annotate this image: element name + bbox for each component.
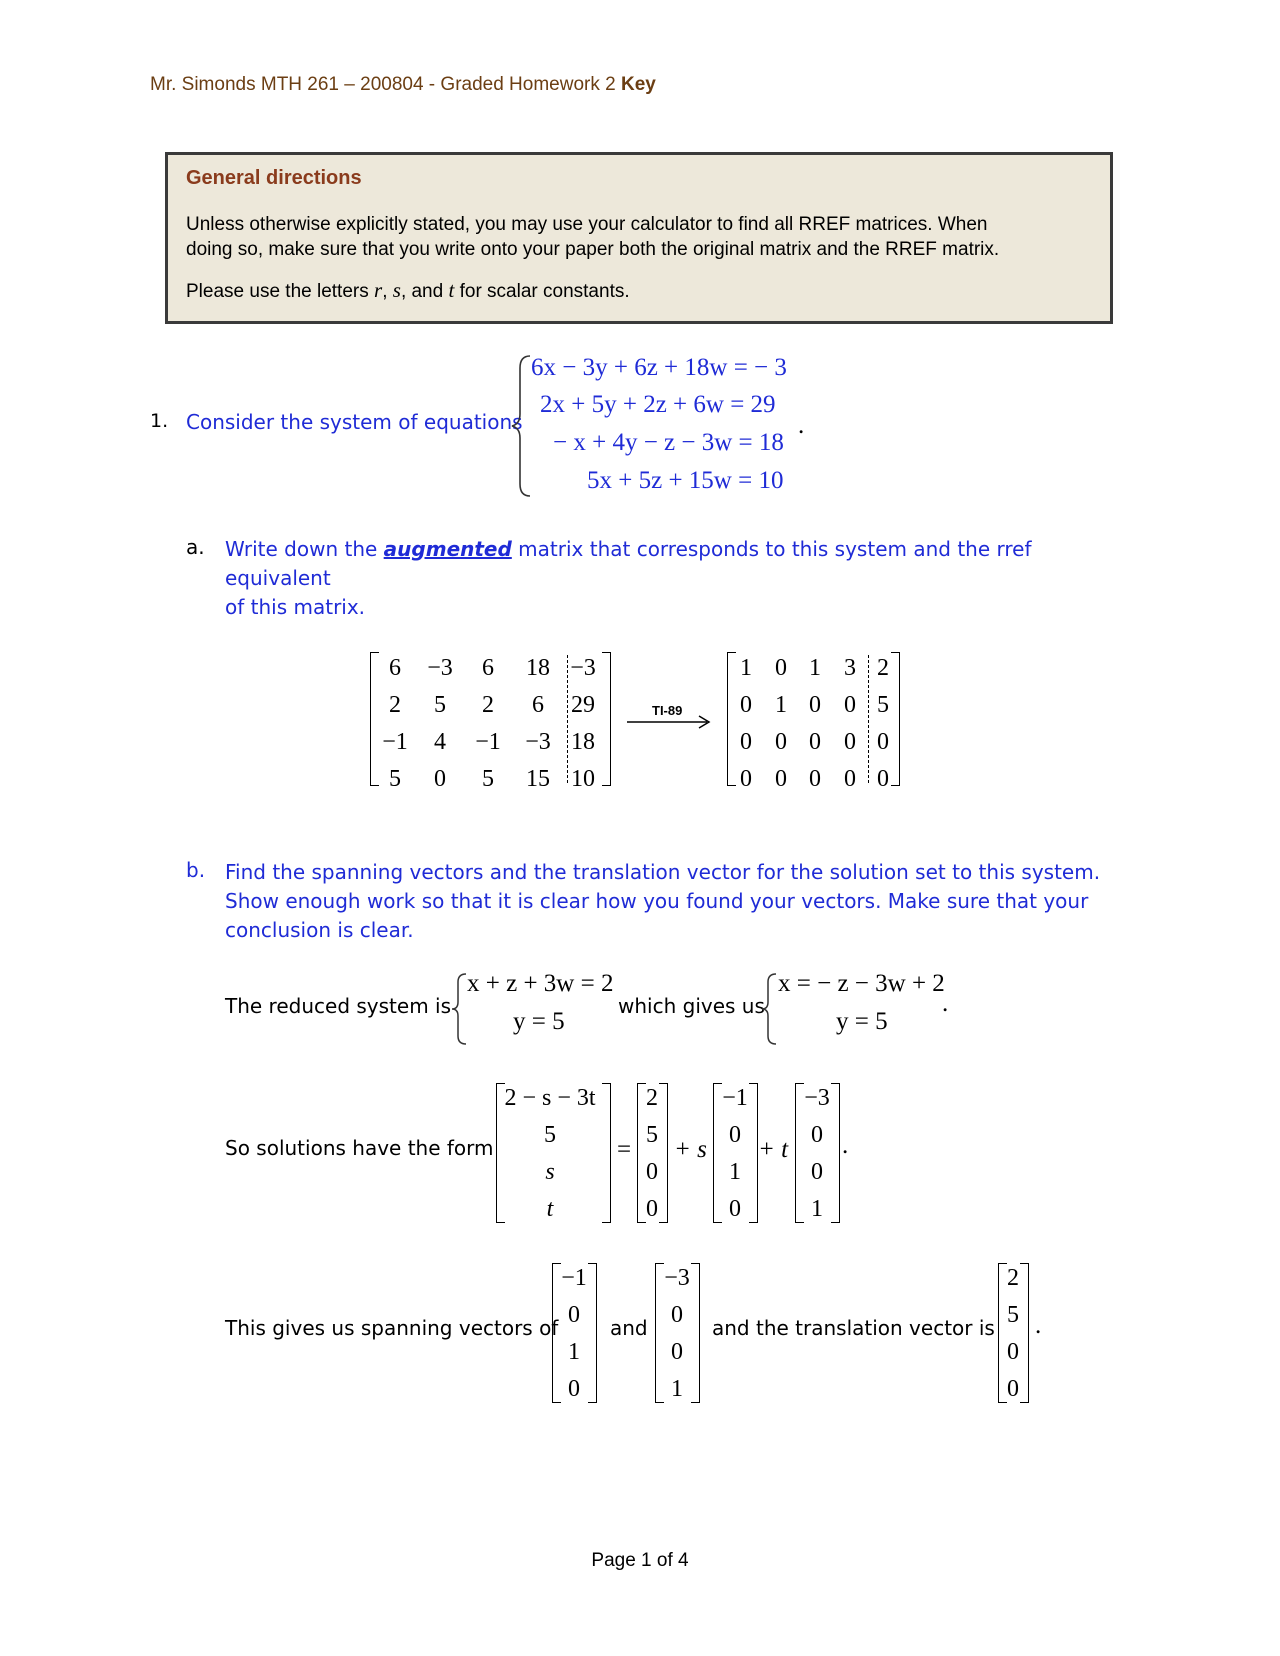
directions-line-1: Unless otherwise explicitly stated, you may use your calculator to find all RREF matrices. When [186,214,988,235]
augmented-matrix-cell: −3 [570,655,596,681]
general-solution-cell: t [546,1196,554,1222]
rref-matrix-cell: 0 [740,692,752,718]
v1-right-bracket [749,1083,758,1223]
translation-form-cell: 0 [646,1159,658,1185]
spanning-2-form-cell: 1 [811,1196,823,1222]
spanning-vector-1-cell: 0 [568,1302,580,1328]
spanning-vector-2-cell: 0 [671,1302,683,1328]
spanning-2-form-cell: 0 [811,1159,823,1185]
directions-scalars-end: for scalar constants. [459,281,630,302]
directions-line-2: doing so, make sure that you write onto your paper both the original matrix and the RREF matrix. [186,239,1000,260]
equation-2: 2x + 5y + 2z + 6w = 29 [540,391,776,418]
augmented-matrix-cell: 4 [434,729,446,755]
spanning-vector-1-cell: 1 [568,1339,580,1365]
part-b-prompt [225,858,1125,945]
general-directions-box [165,152,1113,324]
part-b-letter: b. [186,858,206,882]
problem-prompt: Consider the system of equations [186,410,523,434]
directions-paragraph [186,212,1092,262]
augmented-matrix-cell: 5 [482,766,494,792]
translation-form-cell: 0 [646,1196,658,1222]
part-a-letter: a. [186,535,205,559]
general-solution-cell: 5 [544,1122,556,1148]
aug-matrix-right-bracket [602,652,611,786]
rref-matrix-cell: 2 [877,655,889,681]
header-title: Mr. Simonds MTH 261 – 200804 - Graded Homework 2 [150,74,616,95]
part-b-line-2: Show enough work so that it is clear how you found your vectors. Make sure that your [225,889,1089,913]
spanning-vector-2-form [799,1080,835,1228]
translation-vector-cell: 0 [1007,1339,1019,1365]
directions-title: General directions [186,167,362,189]
augmented-matrix-cell: 6 [482,655,494,681]
translation-vector-cell: 5 [1007,1302,1019,1328]
translation-vector-cell: 0 [1007,1376,1019,1402]
part-a-emphasis: augmented [383,537,512,561]
and-label: and [610,1316,648,1340]
part-a-text-1: Write down the [225,537,378,561]
form-period: . [842,1132,849,1159]
augmented-matrix-cell: 5 [434,692,446,718]
augmented-matrix-cell: −3 [427,655,453,681]
rref-matrix-cell: 0 [877,729,889,755]
problem-number: 1. [150,410,169,432]
spanning-label: This gives us spanning vectors of [225,1316,559,1340]
augmented-matrix-cell: 0 [434,766,446,792]
spanning-1-form-cell: −1 [722,1085,748,1111]
directions-scalars: Please use the letters r, s, and t for scalar constants. [186,278,630,302]
augmented-matrix-cell: −1 [382,729,408,755]
spanning-2-form-cell: −3 [804,1085,830,1111]
spanning-vector-2 [659,1260,695,1408]
spanning-vector-2-cell: 0 [671,1339,683,1365]
reduced-system-label: The reduced system is [225,994,452,1018]
part-a-text-3: of this matrix. [225,595,366,619]
part-b-line-1: Find the spanning vectors and the translation vector for the solution set to this system. [225,860,1101,884]
rref-matrix-cell: 0 [740,766,752,792]
equals-sign: = [617,1136,632,1163]
spanning-1-form-cell: 1 [729,1159,741,1185]
spanning-vector-2-cell: 1 [671,1376,683,1402]
header-key: Key [621,74,656,95]
var-t: t [448,278,455,302]
solved-eq-2: y = 5 [836,1008,888,1035]
rref-matrix-cell: 0 [844,729,856,755]
rref-matrix-cell: 0 [844,766,856,792]
augmented-matrix-cell: 18 [571,729,595,755]
rref-matrix-cell: 3 [844,655,856,681]
rref-matrix-cell: 0 [775,655,787,681]
augmented-matrix-cell: 6 [532,692,544,718]
reduced-eq-2: y = 5 [513,1008,565,1035]
equation-1: 6x − 3y + 6z + 18w = − 3 [531,354,787,381]
rref-matrix-cell: 0 [775,729,787,755]
general-solution-cell: s [545,1159,555,1185]
part-b-line-3: conclusion is clear. [225,918,414,942]
directions-and: , and [400,281,444,302]
augmented-matrix-cell: 2 [389,692,401,718]
t-right-bracket [1020,1263,1029,1403]
rref-divider [868,655,869,783]
spanning-1-form-cell: 0 [729,1122,741,1148]
rref-matrix [728,650,898,798]
spanning-2-form-cell: 0 [811,1122,823,1148]
system-period: . [798,412,805,439]
augmented-matrix-cell: 2 [482,692,494,718]
spanning-1-form-cell: 0 [729,1196,741,1222]
v2-right-bracket [831,1083,840,1223]
spanning-vector-1-form [717,1080,753,1228]
rref-matrix-cell: 0 [809,692,821,718]
translation-form-cell: 5 [646,1122,658,1148]
var-r: r [374,278,383,302]
right-arrow-icon [625,714,715,730]
part-a-text-2: matrix that corresponds to this system and the rref equivalent [225,537,1032,590]
equation-3: − x + 4y − z − 3w = 18 [553,429,784,456]
translation-form-cell: 2 [646,1085,658,1111]
solved-brace [760,972,780,1046]
spanning-vector-1 [556,1260,592,1408]
rref-matrix-cell: 1 [775,692,787,718]
rref-matrix-cell: 0 [877,766,889,792]
rref-right-bracket [891,652,900,786]
rref-matrix-cell: 0 [740,729,752,755]
general-solution-cell: 2 − s − 3t [504,1085,596,1111]
rref-matrix-cell: 5 [877,692,889,718]
page-number: Page 1 of 4 [591,1550,689,1571]
augmented-matrix-cell: 6 [389,655,401,681]
directions-scalars-text: Please use the letters [186,281,369,302]
augmented-matrix-cell: −1 [475,729,501,755]
augmented-matrix-cell: 15 [526,766,550,792]
rref-matrix-cell: 1 [740,655,752,681]
part-a-prompt [225,535,1125,622]
v0-right-bracket [659,1083,668,1223]
s2-right-bracket [691,1263,700,1403]
augmented-matrix-cell: 18 [526,655,550,681]
general-solution-vector [500,1080,600,1228]
augmented-matrix-cell: 29 [571,692,595,718]
translation-label: and the translation vector is [712,1316,995,1340]
augmented-matrix-cell: 5 [389,766,401,792]
document-header [150,74,656,96]
general-right-bracket [602,1083,611,1223]
rref-matrix-cell: 0 [809,729,821,755]
reduced-eq-1: x + z + 3w = 2 [467,970,614,997]
solved-period: . [942,990,949,1017]
spanning-vector-1-cell: −1 [561,1265,587,1291]
rref-matrix-cell: 0 [775,766,787,792]
form-label: So solutions have the form [225,1136,494,1160]
which-gives-label: which gives us [618,994,765,1018]
equation-4: 5x + 5z + 15w = 10 [587,467,784,494]
aug-matrix-divider [567,655,568,783]
augmented-matrix-cell: 10 [571,766,595,792]
var-s: s [392,278,401,302]
translation-vector-cell: 2 [1007,1265,1019,1291]
solved-eq-1: x = − z − 3w + 2 [778,970,945,997]
s1-right-bracket [588,1263,597,1403]
augmented-matrix-cell: −3 [525,729,551,755]
translation-period: . [1035,1312,1042,1339]
spanning-vector-1-cell: 0 [568,1376,580,1402]
rref-matrix-cell: 0 [844,692,856,718]
arrow-label: TI-89 [652,703,683,718]
rref-matrix-cell: 1 [809,655,821,681]
plus-t: + t [758,1136,789,1163]
plus-s: + s [674,1136,707,1163]
spanning-vector-2-cell: −3 [664,1265,690,1291]
rref-matrix-cell: 0 [809,766,821,792]
